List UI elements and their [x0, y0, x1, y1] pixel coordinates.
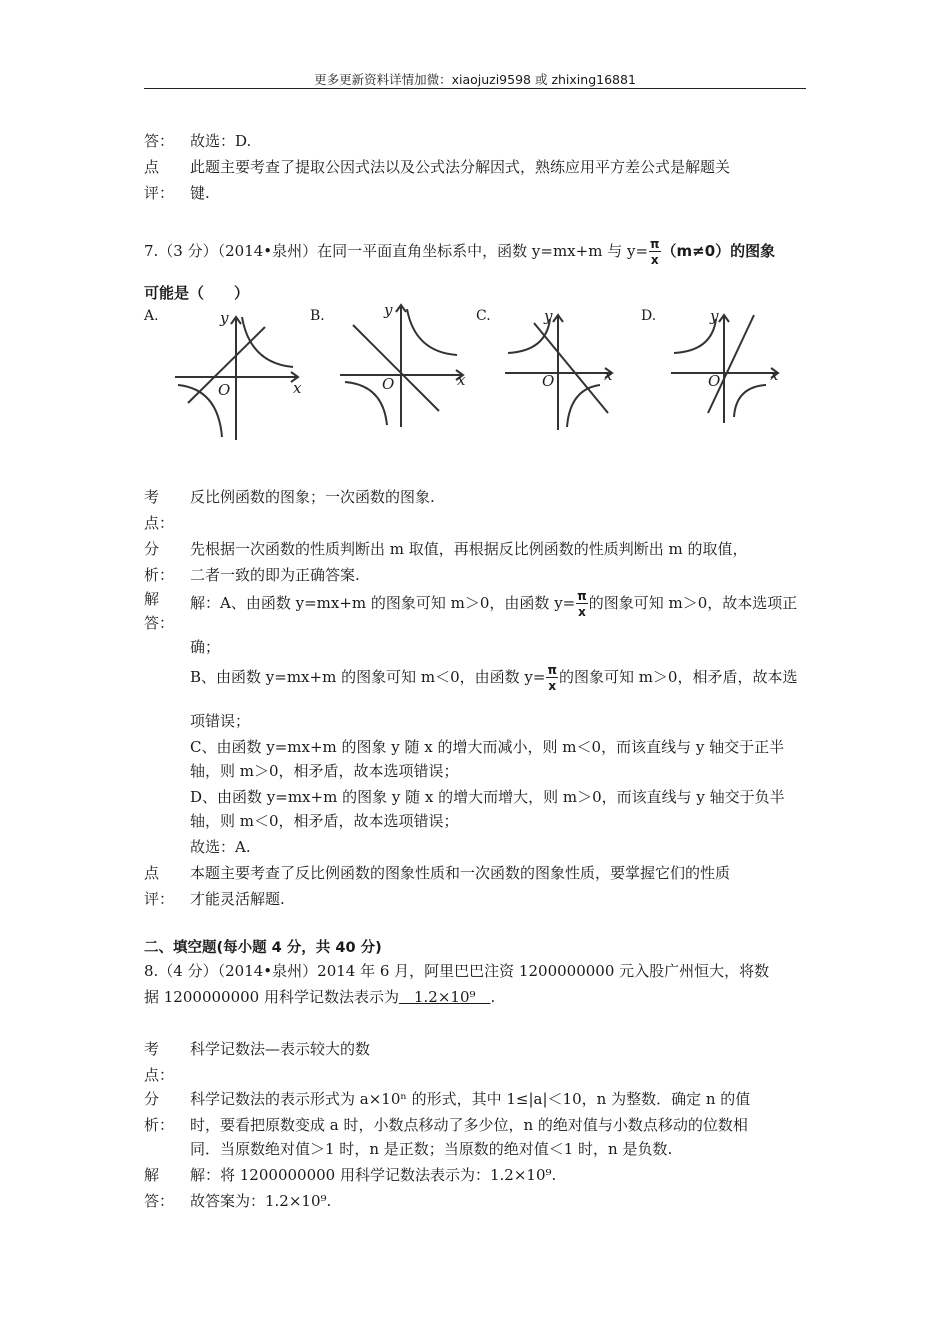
q7-jieda-a-frac-num: π [577, 589, 587, 603]
q6-answer-label: 答： [144, 132, 175, 150]
q7-jieda-a-post: 的图象可知 m＞0，故本选项正 [588, 594, 798, 612]
q7-stem [144, 238, 775, 266]
graph-d-origin: O [708, 372, 721, 390]
q7-jieda-b-frac-den: x [548, 679, 557, 693]
q6-comment-line1: 此题主要考查了提取公因式法以及公式法分解因式，熟练应用平方差公式是解题关 [190, 158, 731, 176]
graph-a-origin: O [218, 381, 231, 399]
q8-fenxi-line2: 时，要看把原数变成 a 时，小数点移动了多少位，n 的绝对值与小数点移动的位数相 [190, 1116, 748, 1134]
graph-c-origin: O [542, 372, 555, 390]
q8-kaodian-label-2: 点： [144, 1066, 175, 1084]
q7-jieda-a-frac-den: x [578, 605, 586, 619]
page-header: 更多更新资料详情加微：xiaojuzi9598 或 zhixing16881 [314, 72, 636, 87]
option-d-label: D. [641, 308, 657, 324]
q7-dianping-label-1: 点 [144, 864, 160, 882]
q7-kaodian-label-1: 考 [144, 488, 160, 506]
q7-stem-post: （m≠0）的图象 [661, 242, 776, 260]
graph-b-hyperbola-q1 [407, 309, 457, 355]
section-2-title: 二、填空题(每小题 4 分，共 40 分) [144, 940, 382, 956]
q7-kaodian-label-2: 点： [144, 514, 175, 532]
option-a-label: A. [144, 308, 159, 324]
q6-comment-label-2: 评： [144, 184, 175, 202]
q7-jieda-a-line2: 确； [190, 638, 221, 656]
graph-a-x-label: x [293, 379, 302, 397]
q7-jieda-b-fraction [546, 664, 558, 692]
graph-a-y-label: y [220, 309, 229, 327]
q7-jieda-b-line2: 项错误； [190, 712, 251, 730]
graph-c-line [534, 323, 608, 413]
q8-fenxi-line1: 科学记数法的表示形式为 a×10ⁿ 的形式，其中 1≤|a|＜10，n 为整数．确定 n 的值 [190, 1090, 751, 1108]
q8-stem-line2 [144, 986, 495, 1007]
q7-jieda-b-frac-num: π [547, 663, 557, 677]
q7-fenxi-label-2: 析： [144, 566, 175, 584]
q7-final-answer: 故选：A. [190, 838, 251, 856]
q8-fenxi-label-1: 分 [144, 1090, 160, 1108]
q8-jieda-line2: 故答案为：1.2×10⁹. [190, 1192, 332, 1210]
q7-frac-num: π [650, 237, 660, 251]
graph-b-origin: O [382, 375, 395, 393]
q7-dianping-label-2: 评： [144, 890, 175, 908]
q7-jieda-a-line1 [190, 590, 797, 618]
graph-b-hyperbola-q3 [345, 382, 387, 425]
q7-frac-den: x [650, 253, 659, 267]
graph-b-y-label: y [384, 301, 393, 319]
q8-jieda-line1: 解：将 1200000000 用科学记数法表示为：1.2×10⁹. [190, 1166, 557, 1184]
q7-jieda-d-line1: D、由函数 y=mx+m 的图象 y 随 x 的增大而增大，则 m＞0，而该直线与 y 轴交于负半 [190, 788, 785, 806]
q8-fenxi-label-2: 析： [144, 1116, 175, 1134]
q7-fraction [649, 238, 661, 266]
graph-d-line [708, 315, 754, 413]
option-b-label: B. [310, 308, 325, 324]
q8-kaodian-label-1: 考 [144, 1040, 160, 1058]
q8-stem-line1: 8.（4 分）（2014•泉州）2014 年 6 月，阿里巴巴注资 1200000000 元入股广州恒大，将数 [144, 962, 770, 980]
q7-jieda-a-fraction [576, 590, 588, 618]
q7-stem-pre: 7.（3 分）（2014•泉州）在同一平面直角坐标系中，函数 y=mx+m 与 y= [144, 242, 649, 260]
graph-c-hyperbola-q4 [567, 385, 600, 427]
q7-jieda-b-post: 的图象可知 m＞0，相矛盾，故本选 [558, 668, 798, 686]
q7-jieda-b-line1 [190, 664, 797, 692]
q7-jieda-b-pre: B、由函数 y=mx+m 的图象可知 m＜0，由函数 y= [190, 668, 546, 686]
q7-dianping-line2: 才能灵活解题. [190, 890, 285, 908]
graph-b-x-label: x [457, 371, 466, 389]
graph-d-y-label: y [710, 307, 719, 325]
q7-dianping-line1: 本题主要考查了反比例函数的图象性质和一次函数的图象性质，要掌握它们的性质 [190, 864, 731, 882]
graph-c-y-label: y [544, 307, 553, 325]
q7-jieda-a-pre: 解：A、由函数 y=mx+m 的图象可知 m＞0，由函数 y= [190, 594, 576, 612]
graph-b [335, 297, 475, 437]
q7-fenxi-line2: 二者一致的即为正确答案. [190, 566, 360, 584]
q8-kaodian: 科学记数法—表示较大的数 [190, 1040, 371, 1058]
graph-d [666, 305, 806, 445]
q8-fenxi-line3: 同．当原数绝对值＞1 时，n 是正数；当原数的绝对值＜1 时，n 是负数. [190, 1140, 673, 1158]
q7-jieda-label-2: 答： [144, 614, 175, 632]
graph-b-line [353, 325, 439, 411]
q8-jieda-label-2: 答： [144, 1192, 175, 1210]
option-c-label: C. [476, 308, 491, 324]
q8-blank-answer: 1.2×10⁹ [398, 988, 491, 1006]
q7-stem-line2: 可能是（ ） [144, 284, 250, 302]
q6-comment-line2: 键. [190, 184, 210, 202]
q6-answer: 故选：D. [190, 132, 252, 150]
q7-fenxi-line1: 先根据一次函数的性质判断出 m 取值，再根据反比例函数的性质判断出 m 的取值， [190, 540, 748, 558]
q8-jieda-label-1: 解 [144, 1166, 160, 1184]
q7-fenxi-label-1: 分 [144, 540, 160, 558]
graph-d-hyperbola-q4 [734, 385, 766, 417]
graph-d-x-label: x [770, 366, 779, 384]
graph-c-x-label: x [604, 366, 613, 384]
q7-jieda-c-line1: C、由函数 y=mx+m 的图象 y 随 x 的增大而减小，则 m＜0，而该直线与 y 轴交于正半 [190, 738, 785, 756]
q7-jieda-c-line2: 轴，则 m＞0，相矛盾，故本选项错误； [190, 762, 459, 780]
graph-a-hyperbola-q3 [178, 385, 222, 437]
q7-kaodian: 反比例函数的图象；一次函数的图象. [190, 488, 435, 506]
q8-stem-pre: 据 1200000000 用科学记数法表示为 [144, 988, 399, 1006]
header-rule [144, 88, 806, 89]
q8-stem-post: . [490, 988, 496, 1006]
q6-comment-label-1: 点 [144, 158, 160, 176]
graph-c [500, 305, 640, 445]
graph-a [170, 305, 310, 445]
q7-jieda-label-1: 解 [144, 590, 160, 608]
q7-jieda-d-line2: 轴，则 m＜0，相矛盾，故本选项错误； [190, 812, 459, 830]
